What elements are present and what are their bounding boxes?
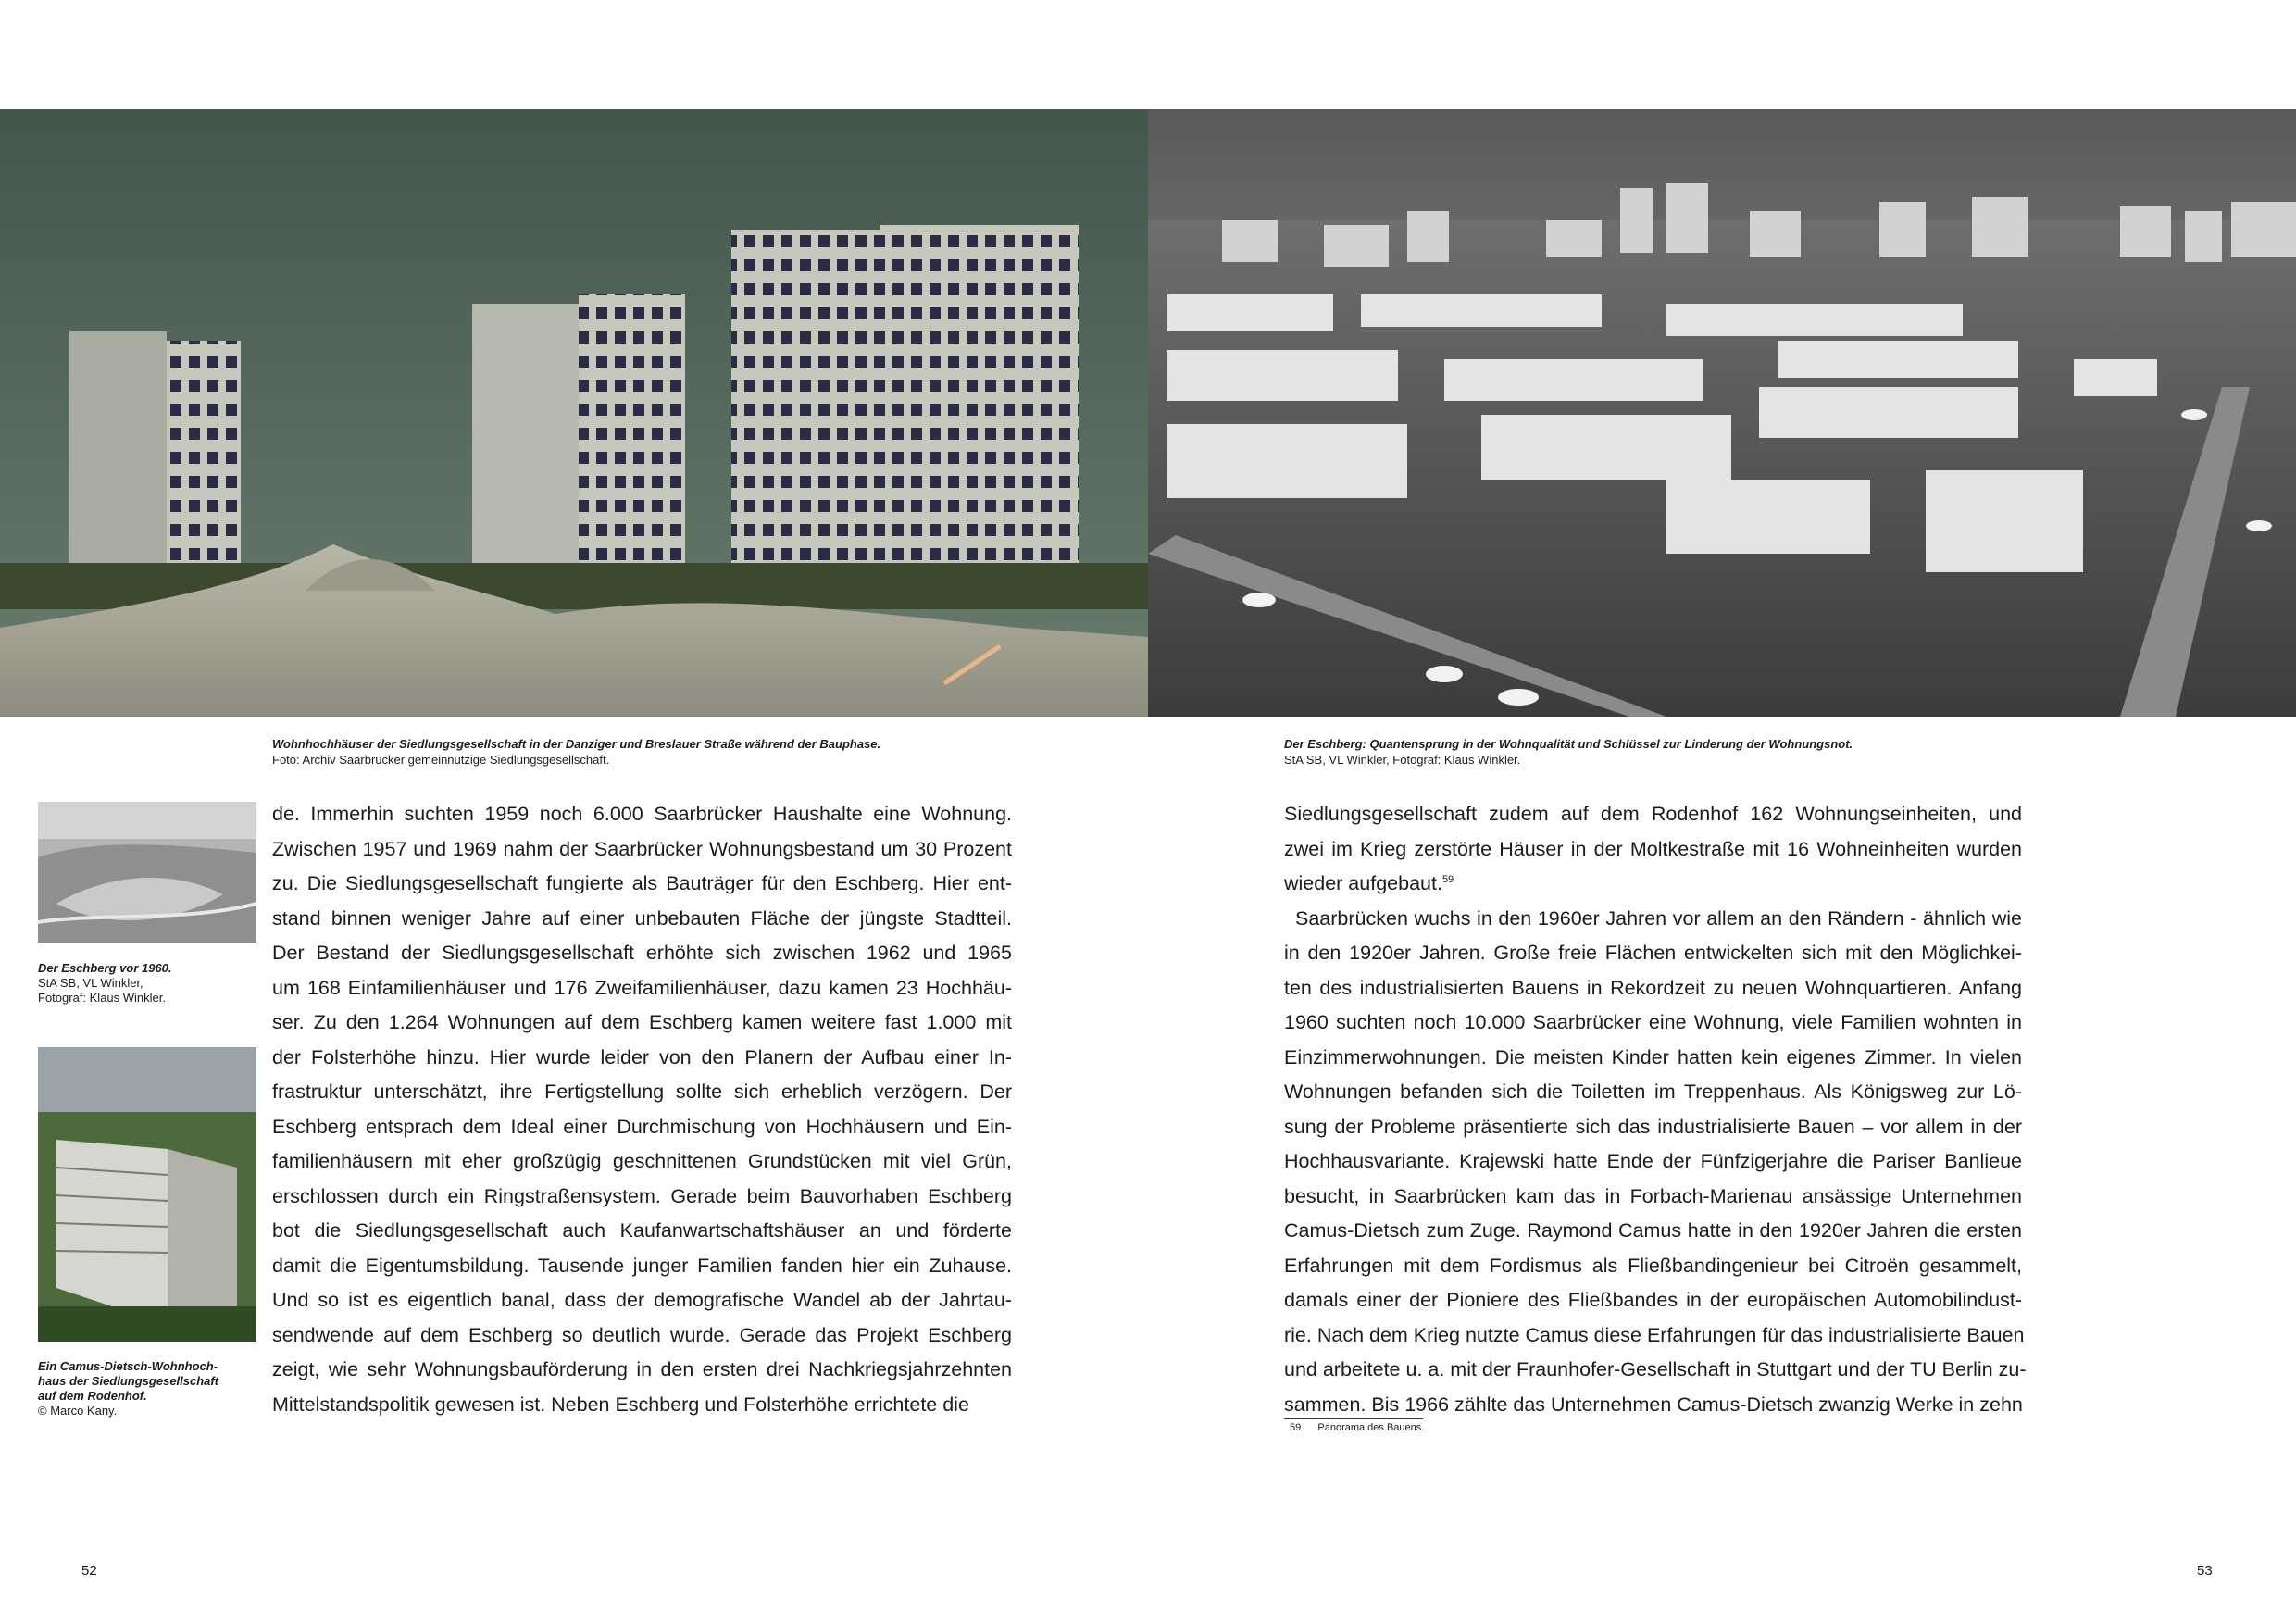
right-body-line: Einzimmerwohnungen. Die meisten Kinder hatten kein eigenes Zimmer. In vielen [1284,1045,2022,1068]
left-body-line: zu. Die Siedlungsgesellschaft fungierte als Bauträger für den Eschberg. Hier ent- [272,872,1012,894]
right-photo-caption [1284,736,2117,768]
footnote-text: Panorama des Bauens. [1317,1422,1425,1433]
left-body-line: Zwischen 1957 und 1969 nahm der Saarbrücker Wohnungsbestand um 30 Prozent [272,837,1012,860]
left-body-line: stand binnen weniger Jahre auf einer unbebauten Fläche der jüngste Stadtteil. [272,906,1012,930]
right-body-line: rie. Nach dem Krieg nutzte Camus diese Erfahrungen für das industrialisierte Bauen [1284,1323,2025,1346]
right-body-line-with-footnote [1284,867,2022,902]
left-photo-caption [272,736,1105,768]
left-photo-caption-title: Wohnhochhäuser der Siedlungsgesellschaft in der Danziger und Breslauer Straße während der Bauphase. [272,737,881,751]
right-body-line: Saarbrücken wuchs in den 1960er Jahren vor allem an den Rändern - ähnlich wie [1295,906,2022,930]
camus-dietsch-caption-title-1: Ein Camus-Dietsch-Wohnhoch- [38,1359,218,1373]
camus-dietsch-tower-photo-icon [38,1047,256,1342]
right-photo-caption-credit: StA SB, VL Winkler, Fotograf: Klaus Winkler. [1284,753,1521,767]
right-body-line: Wohnungen befanden sich die Toiletten im Treppenhaus. Als Königsweg zur Lö- [1284,1081,2022,1103]
eschberg-1960-photo [38,802,256,943]
right-body-line: ten des industrialisierten Bauens in Rekordzeit zu neuen Wohnquartieren. Anfang [1284,976,2022,999]
left-body-line: der Folsterhöhe hinzu. Hier wurde leider von den Planern der Aufbau einer In- [272,1045,1012,1068]
camus-dietsch-caption-title-2: haus der Siedlungsgesellschaft [38,1374,219,1388]
right-body-line: Camus-Dietsch zum Zuge. Raymond Camus hatte in den 1920er Jahren die ersten [1284,1219,2022,1242]
left-body-line: Eschberg entsprach dem Ideal einer Durchmischung von Hochhäusern und Ein- [272,1115,1012,1138]
right-body-line: zwei im Krieg zerstörte Häuser in der Moltkestraße mit 16 Wohneinheiten wurden [1284,837,2022,860]
footnote-reference: 59 [1441,873,1454,885]
eschberg-aerial-settlement-photo-icon [1148,109,2296,717]
tower-blocks-under-construction-photo-icon [0,109,1148,717]
right-body-line: und arbeitete u. a. mit der Fraunhofer-Gesellschaft in Stuttgart und der TU Berlin zu- [1284,1358,2027,1380]
camus-dietsch-photo [38,1047,256,1342]
page-number-left: 52 [81,1563,97,1579]
right-body-text [1284,797,2027,1422]
right-body-line: 1960 suchten noch 10.000 Saarbrücker eine Wohnung, viele Familien wohnten in [1284,1011,2022,1033]
left-body-line: familienhäusern mit eher großzügig geschnittenen Grundstücken mit viel Grün, [272,1150,1012,1172]
camus-dietsch-caption-credit: © Marco Kany. [38,1404,118,1418]
left-photo-caption-credit: Foto: Archiv Saarbrücker gemeinnützige Siedlungsgesellschaft. [272,753,610,767]
right-body-line: besucht, in Saarbrücken kam das in Forbach-Marienau ansässige Unternehmen [1284,1184,2022,1207]
page-number-right: 53 [2197,1563,2213,1579]
right-body-line: Erfahrungen mit dem Fordismus als Fließbandingenieur bei Citroën gesammelt, [1284,1254,2022,1277]
eschberg-1960-caption [38,961,256,1006]
eschberg-1960-caption-credit-2: Fotograf: Klaus Winkler. [38,991,166,1005]
right-photo-caption-title: Der Eschberg: Quantensprung in der Wohnqualität und Schlüssel zur Linderung der Wohnungsnot. [1284,737,1853,751]
aerial-eschberg-1960-photo-icon [38,802,256,943]
camus-dietsch-caption-title-3: auf dem Rodenhof. [38,1389,147,1403]
left-body-line: Mittelstandspolitik gewesen ist. Neben Eschberg und Folsterhöhe errichtete die [272,1393,969,1416]
right-body-line: Hochhausvariante. Krajewski hatte Ende der Fünfzigerjahre die Pariser Banlieue [1284,1150,2022,1172]
footnote [1290,1421,1660,1434]
eschberg-1960-caption-credit-1: StA SB, VL Winkler, [38,976,144,990]
right-body-line: Siedlungsgesellschaft zudem auf dem Rodenhof 162 Wohnungseinheiten, und [1284,803,2022,825]
left-body-line: de. Immerhin suchten 1959 noch 6.000 Saarbrücker Haushalte eine Wohnung. [272,803,1012,825]
left-body-line: frastruktur unterschätzt, ihre Fertigstellung sollte sich erheblich verzögern. Der [272,1081,1012,1103]
left-body-text [272,797,1012,1422]
left-body-line: zeigt, wie sehr Wohnungsbauförderung in den ersten drei Nachkriegsjahrzehnten [272,1358,1012,1380]
left-body-line: bot die Siedlungsgesellschaft auch Kaufanwartschaftshäuser an und förderte [272,1219,1012,1242]
left-body-line: Und so ist es eigentlich banal, dass der demografische Wandel ab der Jahrtau- [272,1289,1012,1311]
left-body-line: sendwende auf dem Eschberg so deutlich wurde. Gerade das Projekt Eschberg [272,1323,1012,1346]
left-body-line: damit die Eigentumsbildung. Tausende junger Familien fanden hier ein Zuhause. [272,1254,1012,1277]
eschberg-1960-caption-title: Der Eschberg vor 1960. [38,961,172,975]
left-body-line: Der Bestand der Siedlungsgesellschaft erhöhte sich zwischen 1962 und 1965 [272,942,1012,964]
right-body-line: damals einer der Pioniere des Fließbandes in der europäischen Automobilindust- [1284,1289,2022,1311]
right-body-line: in den 1920er Jahren. Große freie Flächen entwickelten sich mit den Möglichkei- [1284,942,2022,964]
left-body-line: ser. Zu den 1.264 Wohnungen auf dem Eschberg kamen weitere fast 1.000 mit [272,1011,1012,1033]
camus-dietsch-caption [38,1359,256,1418]
right-body-line-text: wieder aufgebaut. [1284,872,1442,894]
left-body-line: um 168 Einfamilienhäuser und 176 Zweifamilienhäuser, dazu kamen 23 Hochhäu- [272,976,1012,999]
footnote-rule [1284,1418,1423,1419]
eschberg-settlement-photo [1148,109,2296,717]
footnote-number: 59 [1290,1422,1302,1433]
right-body-line: sammen. Bis 1966 zählte das Unternehmen Camus-Dietsch zwanzig Werke in zehn [1284,1393,2023,1416]
tower-blocks-construction-photo [0,109,1148,717]
left-body-line: erschlossen durch ein Ringstraßensystem. Gerade beim Bauvorhaben Eschberg [272,1184,1012,1207]
right-body-line: sung der Probleme präsentierte sich das industrialisierte Bauen – vor allem in der [1284,1115,2022,1138]
